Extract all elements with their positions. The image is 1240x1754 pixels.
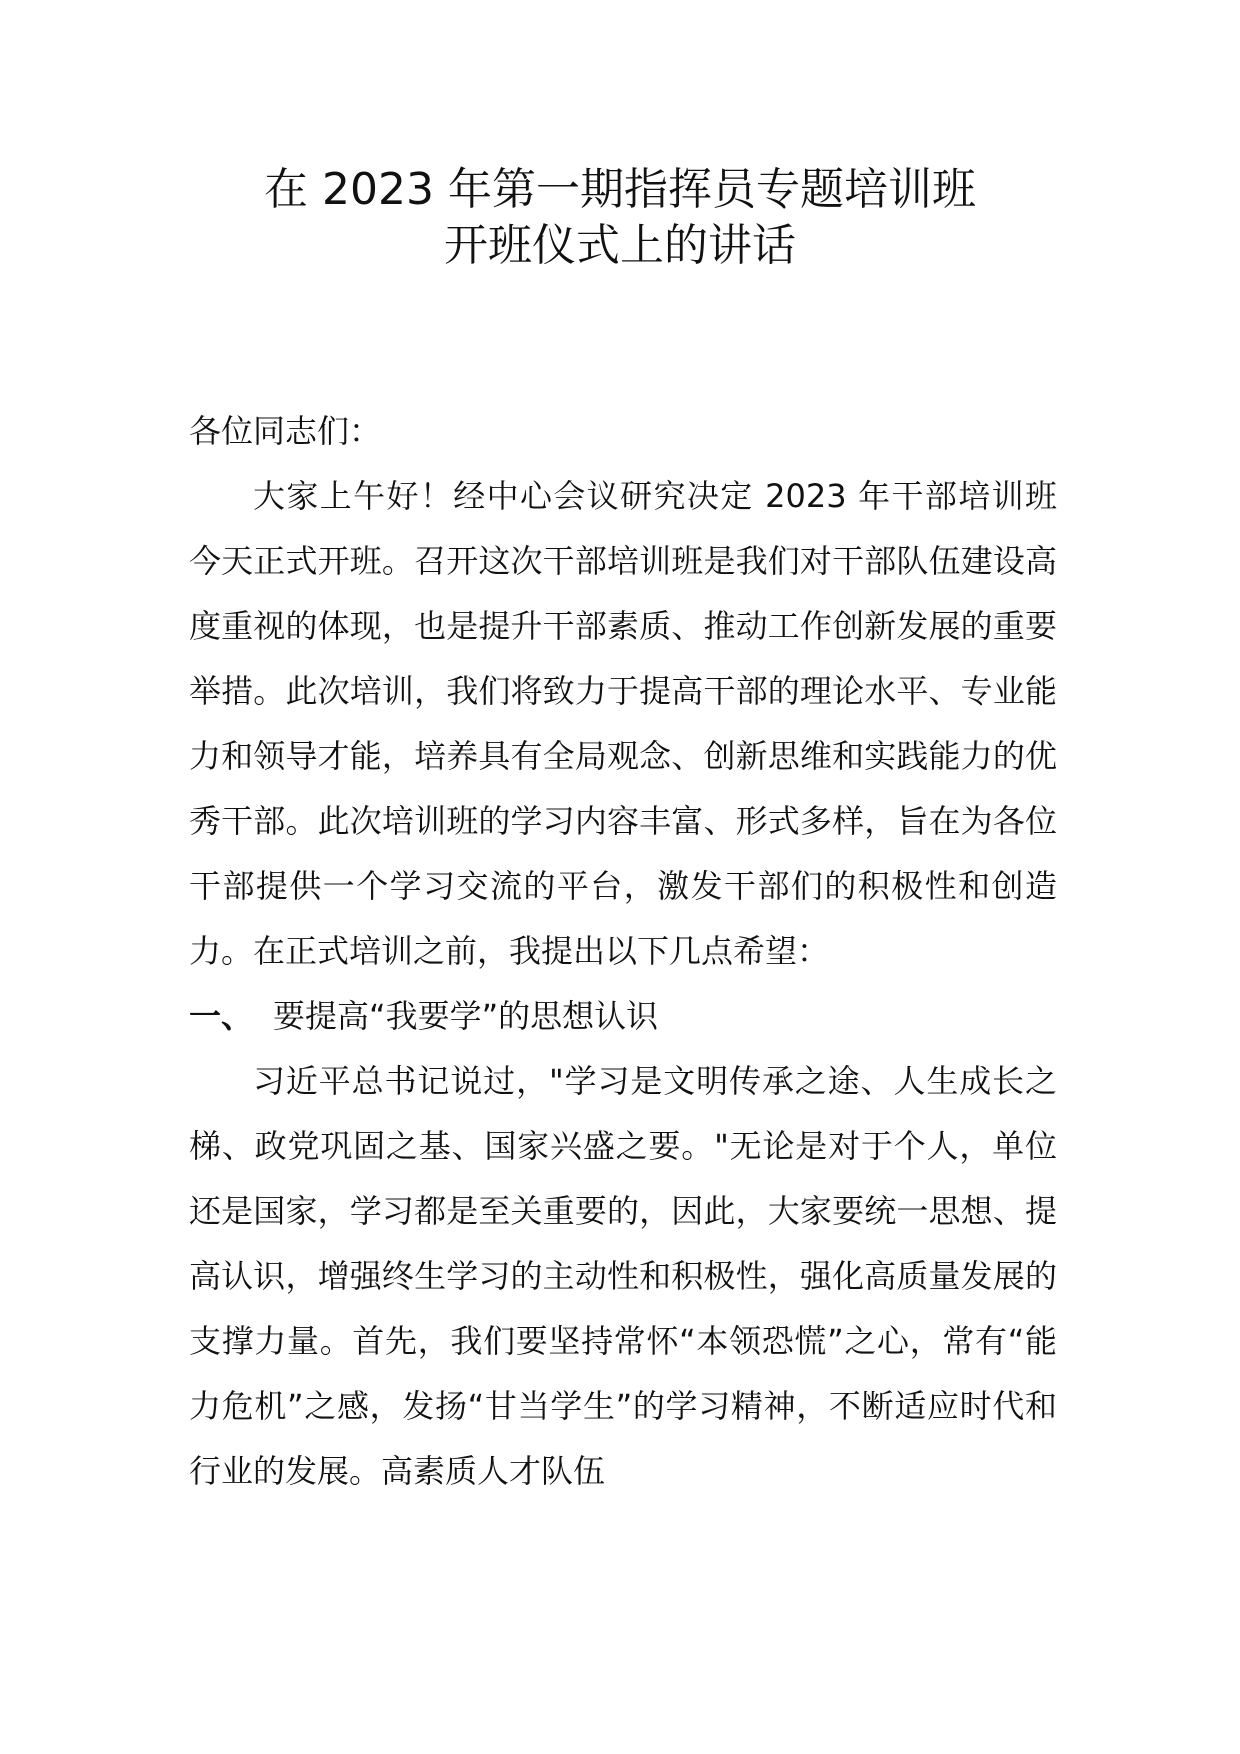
section-number: 一、	[189, 997, 254, 1035]
section-title: 要提高“我要学”的思想认识	[273, 997, 659, 1035]
document-body	[189, 399, 1057, 1504]
salutation: 各位同志们：	[189, 412, 382, 450]
title-line-1: 在 2023 年第一期指挥员专题培训班	[264, 164, 976, 215]
document-title	[0, 162, 1240, 274]
section-heading-1	[189, 984, 1057, 1049]
paragraph-section-1: 习近平总书记说过，"学习是文明传承之途、人生成长之梯、政党巩固之基、国家兴盛之要。"无论是对于个人，单位还是国家，学习都是至关重要的，因此，大家要统一思想、提高认识，增强终生学习的主动性和积极性，强化高质量发展的支撑力量。首先，我们要坚持常怀“本领恐慌”之心，常有“能力危机”之感，发扬“甘当学生”的学习精神，不断适应时代和行业的发展。高素质人才队伍	[189, 1062, 1057, 1490]
title-line-2: 开班仪式上的讲话	[444, 220, 796, 271]
paragraph-intro: 大家上午好！经中心会议研究决定 2023 年干部培训班今天正式开班。召开这次干部培训班是我们对干部队伍建设高度重视的体现，也是提升干部素质、推动工作创新发展的重要举措。此次培训，我们将致力于提高干部的理论水平、专业能力和领导才能，培养具有全局观念、创新思维和实践能力的优秀干部。此次培训班的学习内容丰富、形式多样，旨在为各位干部提供一个学习交流的平台，激发干部们的积极性和创造力。在正式培训之前，我提出以下几点希望：	[189, 477, 1057, 970]
